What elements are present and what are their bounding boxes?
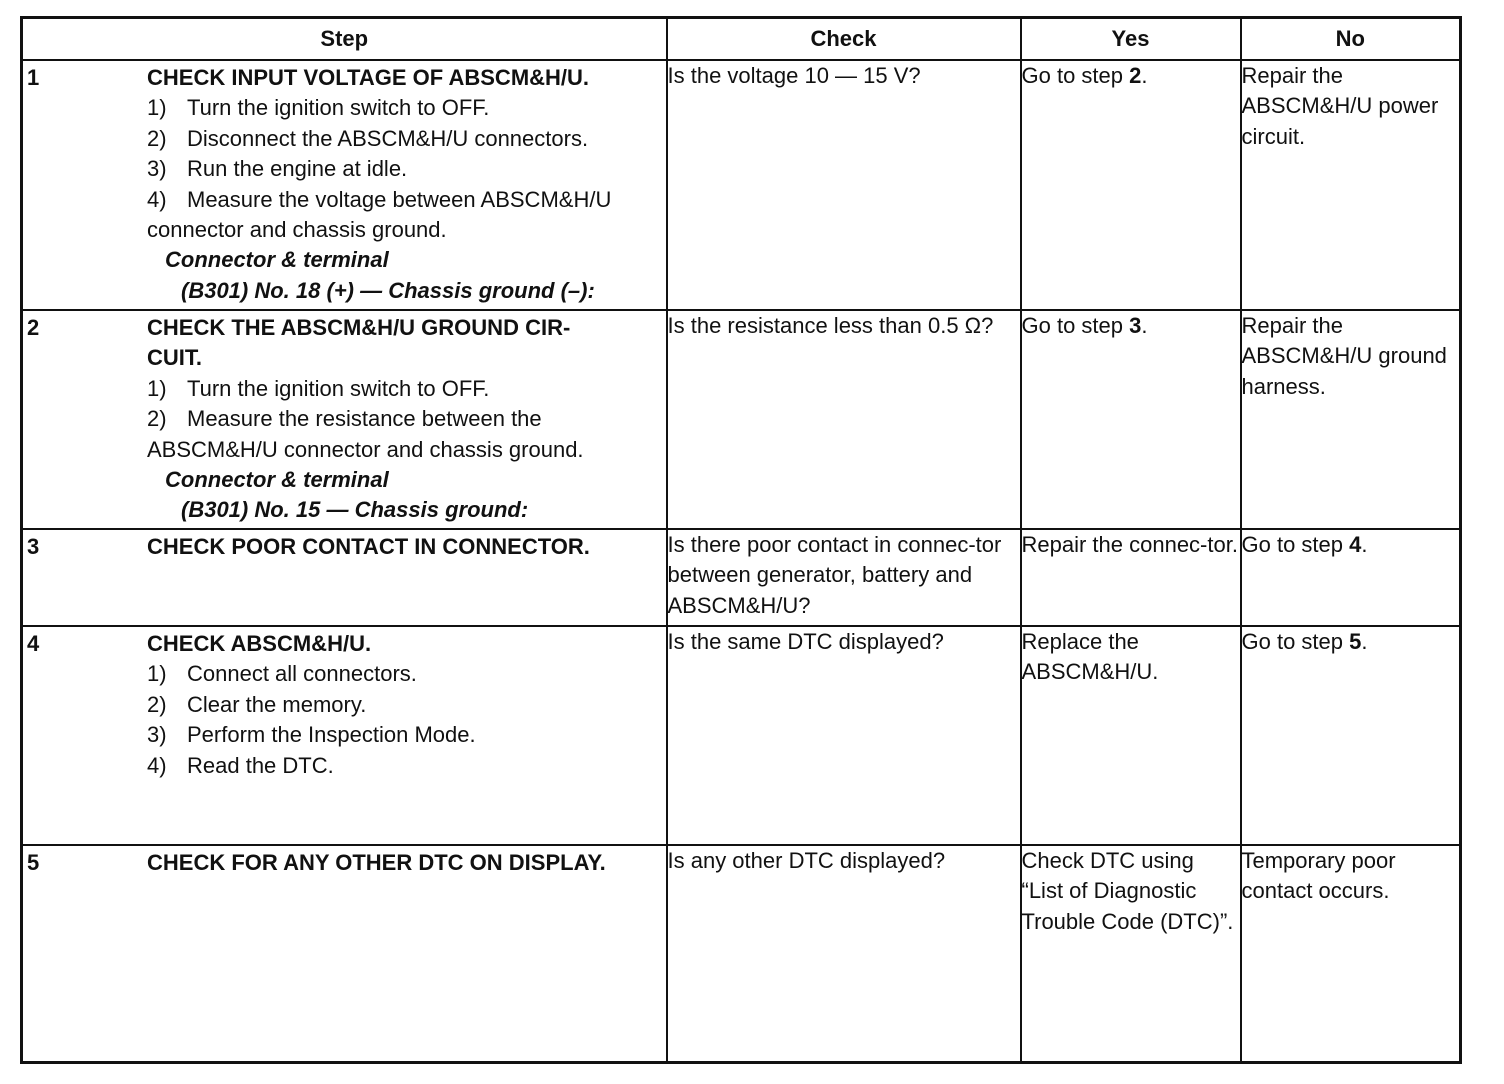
step-cell (22, 60, 667, 310)
yes-cell: Go to step 3. (1021, 310, 1241, 529)
step-title-cont: CUIT. (147, 345, 202, 371)
check-cell: Is the voltage 10 — 15 V? (667, 60, 1021, 310)
check-cell: Is there poor contact in connec-tor between generator, battery and ABSCM&H/U? (667, 529, 1021, 626)
table-row (22, 60, 1461, 310)
step-cell (22, 529, 667, 626)
substep: 3) Run the engine at idle. (147, 156, 408, 182)
substep: 2) Measure the resistance between the (147, 406, 542, 432)
step-cell (22, 310, 667, 529)
step-number: 3 (27, 534, 40, 559)
substep: 4) Measure the voltage between ABSCM&H/U (147, 186, 612, 212)
step-title: CHECK INPUT VOLTAGE OF ABSCM&H/U. (147, 65, 590, 90)
no-cell: Repair the ABSCM&H/U power circuit. (1241, 60, 1461, 310)
connector-label: Connector & terminal (165, 247, 389, 273)
check-cell: Is the same DTC displayed? (667, 626, 1021, 845)
step-number: 5 (27, 850, 40, 875)
connector-value: (B301) No. 18 (+) — Chassis ground (–): (181, 277, 595, 303)
step-cell (22, 626, 667, 845)
check-cell: Is any other DTC displayed? (667, 845, 1021, 1063)
substep-continuation: connector and chassis ground. (147, 217, 447, 243)
header-yes: Yes (1021, 18, 1241, 61)
step-title: CHECK THE ABSCM&H/U GROUND CIR- (147, 315, 571, 340)
no-cell: Repair the ABSCM&H/U ground harness. (1241, 310, 1461, 529)
substep: 1) Turn the ignition switch to OFF. (147, 95, 490, 121)
step-number: 2 (27, 315, 40, 340)
substep-continuation: ABSCM&H/U connector and chassis ground. (147, 436, 584, 462)
substep: 4) Read the DTC. (147, 752, 334, 778)
diagnostic-table (20, 16, 1462, 1064)
header-step: Step (22, 18, 667, 61)
step-title: CHECK POOR CONTACT IN CONNECTOR. (147, 534, 590, 559)
substep: 2) Clear the memory. (147, 691, 367, 717)
substep: 3) Perform the Inspection Mode. (147, 722, 476, 748)
table-row (22, 310, 1461, 529)
no-cell: Temporary poor contact occurs. (1241, 845, 1461, 1063)
step-number: 1 (27, 65, 40, 90)
step-title: CHECK ABSCM&H/U. (147, 631, 372, 656)
no-cell: Go to step 4. (1241, 529, 1461, 626)
substep: 2) Disconnect the ABSCM&H/U connectors. (147, 125, 589, 151)
table-row (22, 529, 1461, 626)
yes-cell: Go to step 2. (1021, 60, 1241, 310)
substep: 1) Turn the ignition switch to OFF. (147, 375, 490, 401)
header-row (22, 18, 1461, 61)
yes-cell: Repair the connec-tor. (1021, 529, 1241, 626)
substep: 1) Connect all connectors. (147, 661, 417, 687)
yes-cell: Replace the ABSCM&H/U. (1021, 626, 1241, 845)
step-number: 4 (27, 631, 40, 656)
header-no: No (1241, 18, 1461, 61)
table-row (22, 626, 1461, 845)
yes-cell: Check DTC using “List of Diagnostic Trouble Code (DTC)”. (1021, 845, 1241, 1063)
table-row (22, 845, 1461, 1063)
step-cell (22, 845, 667, 1063)
check-cell: Is the resistance less than 0.5 Ω? (667, 310, 1021, 529)
no-cell: Go to step 5. (1241, 626, 1461, 845)
header-check: Check (667, 18, 1021, 61)
connector-value: (B301) No. 15 — Chassis ground: (181, 497, 529, 523)
step-title: CHECK FOR ANY OTHER DTC ON DISPLAY. (147, 850, 606, 875)
connector-label: Connector & terminal (165, 467, 389, 493)
